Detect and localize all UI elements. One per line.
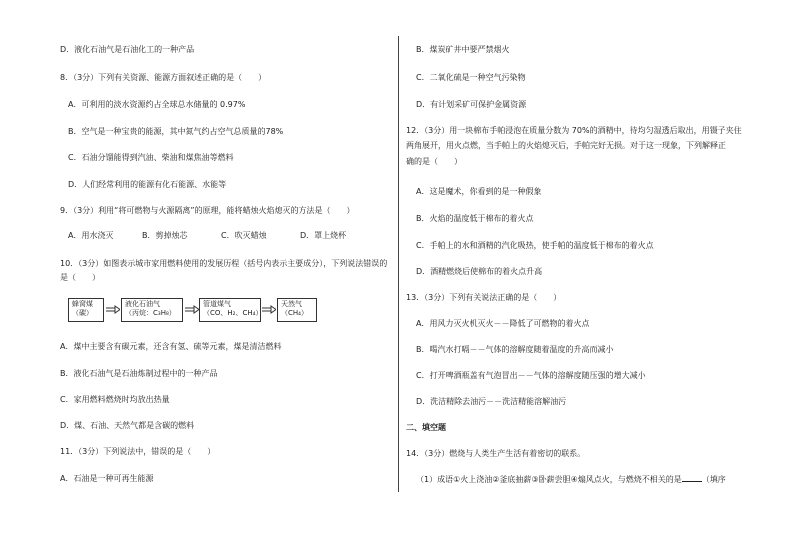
question-11-option-a: A．石油是一种可再生能源 <box>60 474 154 483</box>
question-12-stem-line1: 12．（3分）用一块棉布手帕浸泡在质量分数为 70%的酒精中，待均匀湿透后取出，用镊子夹住 <box>406 126 742 135</box>
question-10-option-d: D．煤、石油、天然气都是含碳的燃料 <box>60 421 195 430</box>
flow-box-natural-gas <box>277 298 317 322</box>
answer-blank[interactable] <box>682 473 702 482</box>
right-column <box>398 0 794 560</box>
question-11-stem: 11．（3分）下列说法中，错误的是（ ） <box>60 447 216 456</box>
question-8-stem: 8．（3分）下列有关资源、能源方面叙述正确的是（ ） <box>60 73 267 82</box>
flow-box-formula: （碳） <box>72 309 93 317</box>
question-12-option-b: B．火焰的温度低于棉布的着火点 <box>416 214 534 223</box>
section-heading-fill-in: 二、填空题 <box>406 423 446 432</box>
flow-box-lpg <box>121 298 183 322</box>
question-14-stem: 14．（3分）燃烧与人类生产生活有着密切的联系。 <box>406 449 586 458</box>
flow-box-title: 管道煤气 <box>203 300 231 308</box>
flow-box-formula: （丙烷：C₃H₈） <box>125 309 176 317</box>
arrow-right-icon <box>106 305 120 315</box>
question-9-option-c: C．吹灭蜡烛 <box>221 231 267 240</box>
question-9-option-b: B．剪掉烛芯 <box>142 231 188 240</box>
question-10-stem-line2: 是（ ） <box>60 273 100 282</box>
question-8-option-b: B．空气是一种宝贵的能源，其中氮气约占空气总质量的78% <box>68 127 284 136</box>
flow-box-title: 液化石油气 <box>125 300 160 308</box>
question-10-stem-line1: 10．（3分）如图表示城市家用燃料使用的发展历程（括号内表示主要成分），下列说法错误的 <box>60 259 388 268</box>
option-d-previous: D．有计划采矿可保护金属资源 <box>416 100 527 109</box>
question-14-part-1-suffix: （填序 <box>701 475 726 484</box>
question-10-option-b: B．液化石油气是石油炼制过程中的一种产品 <box>60 369 218 378</box>
option-b-previous: B．煤炭矿井中要严禁烟火 <box>416 45 510 54</box>
option-c-previous: C．二氧化硫是一种空气污染物 <box>416 73 526 82</box>
question-13-option-d: D．洗洁精除去油污－－洗洁精能溶解油污 <box>416 397 567 406</box>
question-12-option-d: D．酒精燃烧后使棉布的着火点升高 <box>416 267 543 276</box>
question-12-option-c: C．手帕上的水和酒精的汽化吸热，使手帕的温度低于棉布的着火点 <box>416 241 654 250</box>
question-10-option-c: C．家用燃料燃烧时均放出热量 <box>60 395 170 404</box>
arrow-right-icon <box>185 305 199 315</box>
flow-box-title: 天然气 <box>281 300 302 308</box>
question-9-option-d: D．罩上烧杯 <box>300 231 347 240</box>
question-14-part-1 <box>416 473 726 485</box>
question-13-stem: 13．（3分）下列有关说法正确的是（ ） <box>406 293 562 302</box>
question-12-option-a: A．这是魔术，你看到的是一种假象 <box>416 187 542 196</box>
question-8-option-c: C．石油分馏能得到汽油、柴油和煤焦油等燃料 <box>68 153 234 162</box>
question-14-part-1-text: （1）成语①火上浇油②釜底抽薪③卧薪尝胆④煽风点火，与燃烧不相关的是 <box>416 475 682 484</box>
flow-box-title: 蜂窝煤 <box>72 300 93 308</box>
flow-box-honeycomb-coal <box>68 298 104 322</box>
question-13-option-b: B．喝汽水打嗝－－气体的溶解度随着温度的升高而减小 <box>416 345 614 354</box>
option-d-previous: D．液化石油气是石油化工的一种产品 <box>60 45 195 54</box>
question-12-stem-line3: 确的是（ ） <box>406 157 462 166</box>
question-9-option-a: A．用水浇灭 <box>68 231 114 240</box>
flow-box-formula: （CH₄） <box>281 309 308 317</box>
question-13-option-a: A．用风力灭火机灭火－－降低了可燃物的着火点 <box>416 319 590 328</box>
question-8-option-d: D．人们经常利用的能源有化石能源、水能等 <box>68 180 227 189</box>
question-9-stem: 9．（3分）利用“将可燃物与火源隔离”的原理，能将蜡烛火焰熄灭的方法是（ ） <box>60 206 355 215</box>
question-10-option-a: A．煤中主要含有碳元素，还含有氢、硫等元素，煤是清洁燃料 <box>60 342 282 351</box>
arrow-right-icon <box>262 305 276 315</box>
flow-box-formula: （CO、H₂、CH₄） <box>203 309 263 317</box>
question-13-option-c: C．打开啤酒瓶盖有气泡冒出－－气体的溶解度随压强的增大减小 <box>416 371 646 380</box>
question-12-stem-line2: 两角展开，用火点燃，当手帕上的火焰熄灭后，手帕完好无损。对于这一现象，下列解释正 <box>406 141 726 150</box>
flow-box-pipeline-gas <box>199 298 261 322</box>
question-8-option-a: A．可利用的淡水资源约占全球总水储量的 0.97% <box>68 100 246 109</box>
